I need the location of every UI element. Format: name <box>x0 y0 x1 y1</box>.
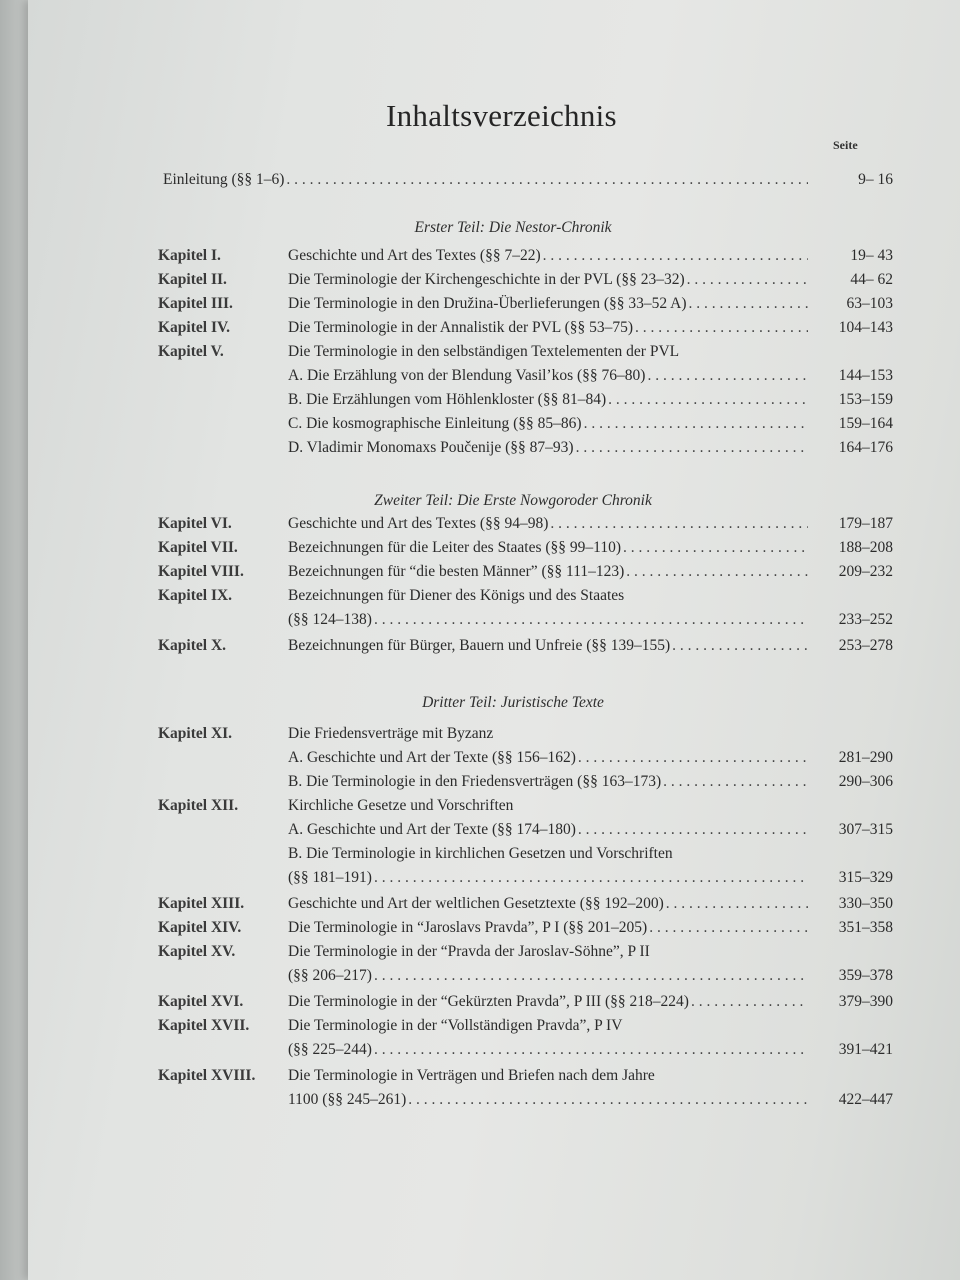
toc-entry <box>133 512 893 536</box>
chapter-label: Kapitel VI. <box>158 515 232 532</box>
toc-entry <box>133 746 893 770</box>
toc-entry <box>133 990 893 1014</box>
toc-entry <box>133 436 893 460</box>
toc-entry-pages: 379–390 <box>838 993 893 1010</box>
dot-leader <box>374 964 808 988</box>
toc-entry-text: (§§ 225–244) <box>288 1041 372 1058</box>
toc-entry-pages: 159–164 <box>838 415 893 432</box>
toc-entry-pages: 290–306 <box>838 773 893 790</box>
chapter-label: Kapitel XI. <box>158 725 233 742</box>
toc-entry-text: A. Geschichte und Art der Texte (§§ 156–162) <box>288 749 576 766</box>
toc-entry <box>133 364 893 388</box>
toc-entry-text: 1100 (§§ 245–261) <box>288 1091 407 1108</box>
chapter-label: Kapitel VII. <box>158 539 238 556</box>
toc-entry <box>133 560 893 584</box>
toc-entry-pages: 144–153 <box>838 367 893 384</box>
toc-entry-pages: 9– 16 <box>858 171 893 188</box>
toc-entry-text: (§§ 181–191) <box>288 869 372 886</box>
toc-entry <box>133 292 893 316</box>
toc-entry-pages: 44– 62 <box>850 271 893 288</box>
toc-entry-pages: 253–278 <box>838 637 893 654</box>
chapter-label: Kapitel XIII. <box>158 895 245 912</box>
chapter-label: Kapitel II. <box>158 271 227 288</box>
toc-entry <box>133 608 893 632</box>
toc-entry-text: B. Die Terminologie in den Friedensverträgen (§§ 163–173) <box>288 773 662 790</box>
dot-leader <box>687 268 808 292</box>
page-title: Inhaltsverzeichnis <box>386 98 617 133</box>
toc-entry-text: Geschichte und Art der weltlichen Gesetztexte (§§ 192–200) <box>288 895 664 912</box>
toc-entry-text: Bezeichnungen für “die besten Männer” (§§ 111–123) <box>288 563 625 580</box>
toc-entry-text: Die Terminologie in den Družina-Überlieferungen (§§ 33–52 A) <box>288 295 687 312</box>
toc-entry <box>133 794 893 818</box>
toc-entry-pages: 209–232 <box>838 563 893 580</box>
toc-entry <box>133 584 893 608</box>
dot-leader <box>578 818 808 842</box>
dot-leader <box>608 388 808 412</box>
dot-leader <box>374 1038 808 1062</box>
toc-entry-text: Bezeichnungen für Diener des Königs und des Staates <box>288 587 625 604</box>
toc-entry <box>133 634 893 658</box>
dot-leader <box>691 990 808 1014</box>
toc-entry-pages: 281–290 <box>838 749 893 766</box>
dot-leader <box>672 634 808 658</box>
toc-entry-pages: 422–447 <box>838 1091 893 1108</box>
toc-entry-text: B. Die Terminologie in kirchlichen Gesetzen und Vorschriften <box>288 845 673 862</box>
adjacent-page-edge <box>0 0 28 1280</box>
toc-entry <box>133 1038 893 1062</box>
toc-entry-pages: 63–103 <box>846 295 893 312</box>
toc-entry-text: B. Die Erzählungen vom Höhlenkloster (§§ 81–84) <box>288 391 607 408</box>
toc-entry-pages: 164–176 <box>838 439 893 456</box>
toc-entry-text: Geschichte und Art des Textes (§§ 7–22) <box>288 247 541 264</box>
chapter-label: Kapitel X. <box>158 637 227 654</box>
document-page <box>28 0 960 1280</box>
toc-entry <box>133 892 893 916</box>
section-heading-part-2: Zweiter Teil: Die Erste Nowgoroder Chronik <box>374 492 652 509</box>
toc-entry-pages: 359–378 <box>838 967 893 984</box>
toc-entry <box>133 916 893 940</box>
dot-leader <box>689 292 809 316</box>
toc-entry-text: (§§ 206–217) <box>288 967 372 984</box>
chapter-label: Kapitel XV. <box>158 943 236 960</box>
toc-entry-text: Die Terminologie der Kirchengeschichte in der PVL (§§ 23–32) <box>288 271 685 288</box>
toc-entry-text: Bezeichnungen für Bürger, Bauern und Unfreie (§§ 139–155) <box>288 637 671 654</box>
toc-entry-text: (§§ 124–138) <box>288 611 372 628</box>
toc-entry <box>133 1064 893 1088</box>
chapter-label: Kapitel III. <box>158 295 233 312</box>
toc-entry-pages: 233–252 <box>838 611 893 628</box>
dot-leader <box>584 412 808 436</box>
toc-entry <box>133 388 893 412</box>
toc-entry <box>133 412 893 436</box>
dot-leader <box>550 512 808 536</box>
toc-entry <box>133 866 893 890</box>
toc-entry <box>133 1014 893 1038</box>
toc-entry-pages: 391–421 <box>838 1041 893 1058</box>
page-column-header: Seite <box>833 138 858 152</box>
toc-entry-text: A. Geschichte und Art der Texte (§§ 174–180) <box>288 821 576 838</box>
toc-entry-text: Geschichte und Art des Textes (§§ 94–98) <box>288 515 549 532</box>
toc-entry-text: A. Die Erzählung von der Blendung Vasil’kos (§§ 76–80) <box>288 367 646 384</box>
chapter-label: Kapitel VIII. <box>158 563 244 580</box>
toc-entry <box>133 722 893 746</box>
toc-entry <box>133 244 893 268</box>
toc-entry-text: Die Terminologie in der “Gekürzten Pravda”, P III (§§ 218–224) <box>288 993 689 1010</box>
section-heading-part-1: Erster Teil: Die Nestor-Chronik <box>414 219 612 236</box>
toc-entry <box>133 340 893 364</box>
toc-entry-text: Die Terminologie in Verträgen und Briefen nach dem Jahre <box>288 1067 655 1084</box>
toc-entry <box>133 1088 893 1112</box>
toc-entry <box>133 268 893 292</box>
section-heading-part-3: Dritter Teil: Juristische Texte <box>422 694 604 711</box>
chapter-label: Kapitel V. <box>158 343 224 360</box>
chapter-label: Kapitel IX. <box>158 587 233 604</box>
toc-entry-intro <box>133 168 893 192</box>
toc-entry <box>133 770 893 794</box>
chapter-label: Kapitel XVII. <box>158 1017 250 1034</box>
toc-entry-text: Die Terminologie in “Jaroslavs Pravda”, P I (§§ 201–205) <box>288 919 648 936</box>
toc-entry-text: Bezeichnungen für die Leiter des Staates (§§ 99–110) <box>288 539 621 556</box>
toc-entry-pages: 104–143 <box>838 319 893 336</box>
toc-entry-text: Einleitung (§§ 1–6) <box>163 171 285 188</box>
toc-entry-text: Die Terminologie in der Annalistik der PVL (§§ 53–75) <box>288 319 634 336</box>
dot-leader <box>576 436 808 460</box>
toc-entry-text: Die Terminologie in der “Pravda der Jaroslav-Söhne”, P II <box>288 943 650 960</box>
dot-leader <box>626 560 808 584</box>
dot-leader <box>663 770 808 794</box>
chapter-label: Kapitel I. <box>158 247 221 264</box>
chapter-label: Kapitel XIV. <box>158 919 242 936</box>
toc-entry-text: D. Vladimir Monomaxs Poučenije (§§ 87–93) <box>288 439 574 456</box>
toc-entry-text: C. Die kosmographische Einleitung (§§ 85–86) <box>288 415 582 432</box>
dot-leader <box>649 916 808 940</box>
toc-entry-pages: 188–208 <box>838 539 893 556</box>
toc-entry <box>133 842 893 866</box>
dot-leader <box>578 746 808 770</box>
toc-entry-text: Die Terminologie in den selbständigen Textelementen der PVL <box>288 343 680 360</box>
toc-entry-text: Kirchliche Gesetze und Vorschriften <box>288 797 514 814</box>
toc-entry-pages: 307–315 <box>838 821 893 838</box>
dot-leader <box>666 892 808 916</box>
toc-entry-pages: 351–358 <box>838 919 893 936</box>
dot-leader <box>647 364 808 388</box>
toc-entry-pages: 330–350 <box>838 895 893 912</box>
dot-leader <box>374 608 808 632</box>
dot-leader <box>408 1088 808 1112</box>
dot-leader <box>374 866 808 890</box>
toc-entry <box>133 536 893 560</box>
toc-entry <box>133 316 893 340</box>
dot-leader <box>286 168 808 192</box>
toc-entry-pages: 315–329 <box>838 869 893 886</box>
chapter-label: Kapitel XVIII. <box>158 1067 256 1084</box>
toc-entry <box>133 964 893 988</box>
toc-entry-pages: 153–159 <box>838 391 893 408</box>
dot-leader <box>635 316 808 340</box>
chapter-label: Kapitel XVI. <box>158 993 244 1010</box>
toc-entry-pages: 19– 43 <box>850 247 893 264</box>
toc-entry-text: Die Friedensverträge mit Byzanz <box>288 725 494 742</box>
dot-leader <box>543 244 808 268</box>
toc-entry <box>133 818 893 842</box>
chapter-label: Kapitel XII. <box>158 797 239 814</box>
toc-entry-text: Die Terminologie in der “Vollständigen Pravda”, P IV <box>288 1017 623 1034</box>
toc-entry-pages: 179–187 <box>838 515 893 532</box>
toc-entry <box>133 940 893 964</box>
chapter-label: Kapitel IV. <box>158 319 231 336</box>
dot-leader <box>623 536 808 560</box>
